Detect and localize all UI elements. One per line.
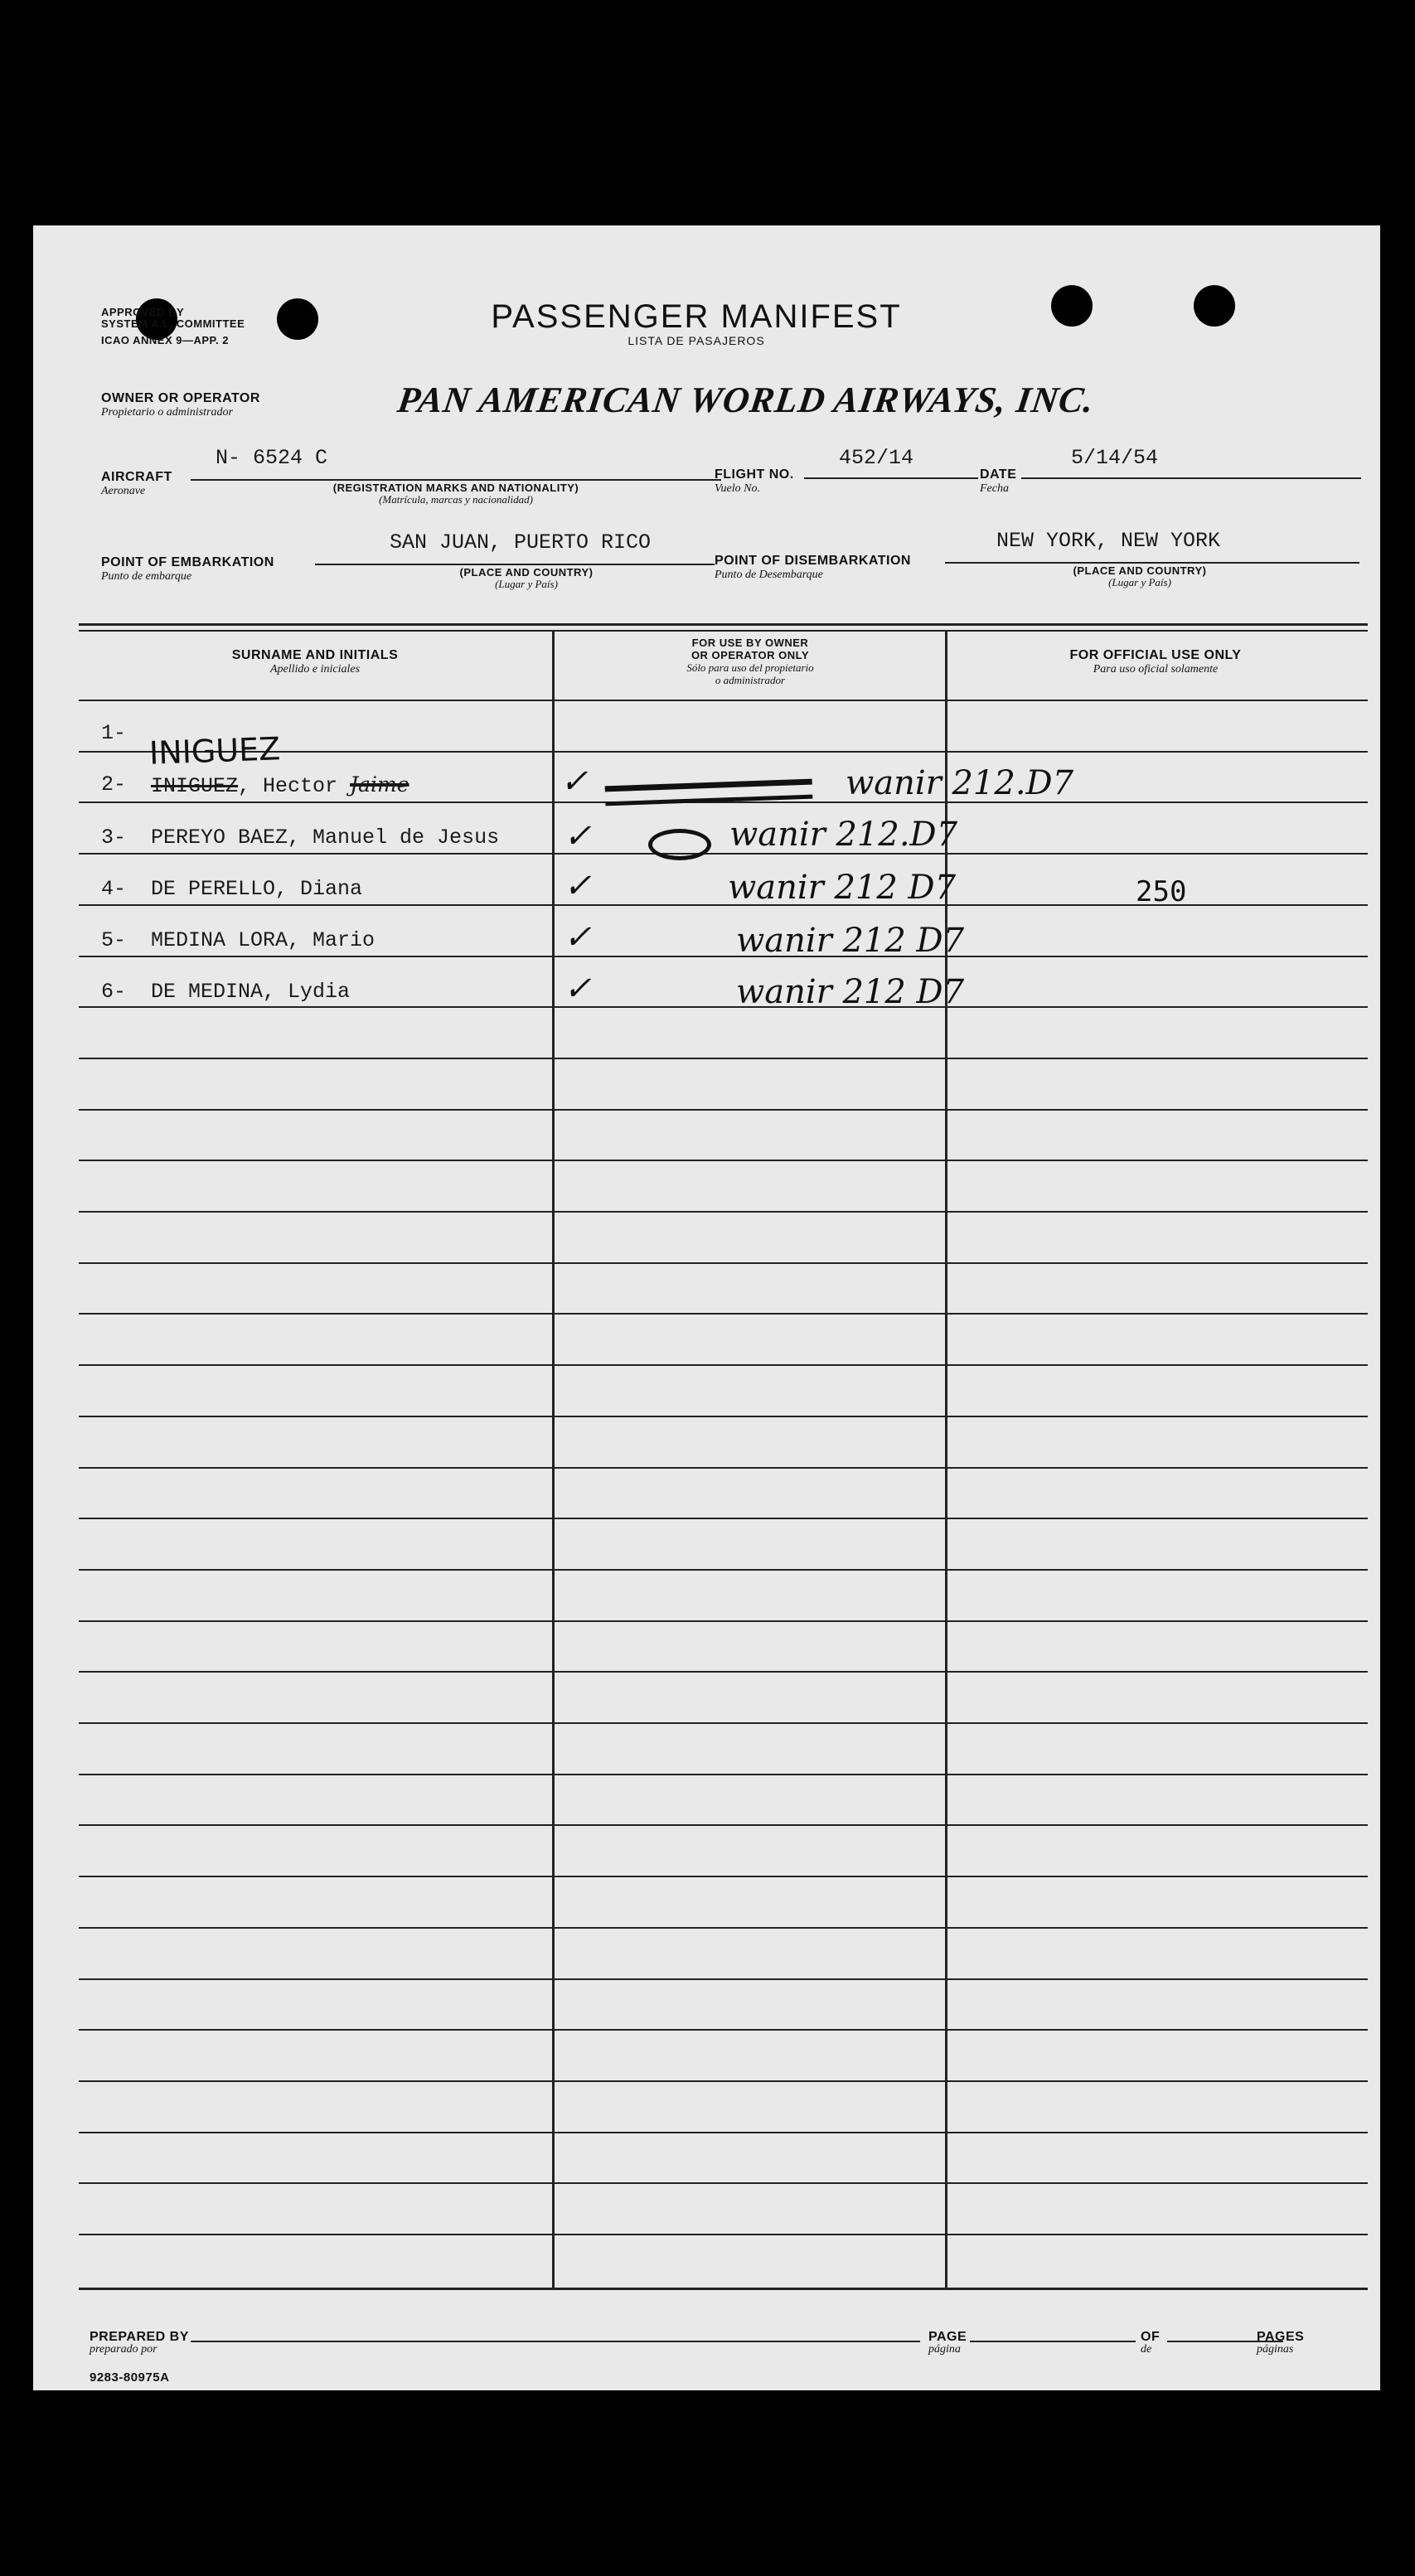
check-mark: ✓	[564, 867, 592, 905]
flight-label-es: Vuelo No.	[715, 482, 760, 495]
row-number: 6-	[101, 980, 127, 1004]
row-rule	[79, 1722, 1368, 1724]
row-rule	[79, 1824, 1368, 1826]
table-top-rule	[79, 630, 1368, 632]
aircraft-label-block	[101, 470, 172, 498]
name-correction: INIGUEZ	[148, 730, 281, 772]
date-label-es: Fecha	[980, 482, 1009, 495]
row-number: 5-	[101, 928, 127, 952]
flight-rule	[804, 477, 978, 479]
registration-note-es: (Matrícula, marcas y nacionalidad)	[379, 493, 533, 506]
col-header-en: OR OPERATOR ONLY	[691, 649, 810, 661]
column-divider	[552, 630, 555, 2288]
row-rule	[79, 1774, 1368, 1775]
place-note-es: (Lugar y País)	[1108, 576, 1171, 588]
prepared-rule	[191, 2341, 920, 2342]
embark-place-note	[423, 567, 630, 590]
row-rule	[79, 700, 1368, 701]
aircraft-rule	[191, 479, 721, 481]
col-header-en: FOR USE BY OWNER	[691, 637, 809, 649]
page-subtitle: LISTA DE PASAJEROS	[628, 334, 765, 347]
row-rule	[79, 1518, 1368, 1519]
disembark-label-es: Punto de Desembarque	[715, 569, 823, 581]
row-rule	[79, 1467, 1368, 1469]
embark-label: POINT OF EMBARKATION	[101, 555, 274, 569]
punch-hole	[277, 298, 318, 340]
official-note: 250	[1136, 875, 1187, 908]
row-rule	[79, 1313, 1368, 1315]
col-header-official	[948, 648, 1363, 676]
row-rule	[79, 2029, 1368, 2031]
manifest-form	[33, 225, 1380, 2390]
row-rule	[79, 1927, 1368, 1929]
row-rule	[79, 1058, 1368, 1059]
disembark-label: POINT OF DISEMBARKATION	[715, 554, 911, 568]
passenger-name: DE PERELLO, Diana	[151, 877, 363, 901]
row-rule	[79, 2182, 1368, 2184]
check-mark: ✓	[564, 817, 592, 855]
embark-rule	[315, 564, 715, 565]
embark-value: SAN JUAN, PUERTO RICO	[390, 530, 652, 554]
aircraft-label-es: Aeronave	[101, 485, 146, 497]
operator-note: wanir 212.D7	[846, 764, 1074, 802]
row-rule	[79, 1416, 1368, 1417]
row-rule	[79, 1006, 1368, 1008]
flight-label-block	[715, 467, 794, 496]
flight-value: 452/14	[839, 446, 914, 470]
disembark-rule	[945, 562, 1359, 564]
punch-hole	[1051, 285, 1093, 327]
row-rule	[79, 1876, 1368, 1877]
flight-label: FLIGHT NO.	[715, 467, 794, 482]
operator-note: wanir 212 D7	[736, 922, 965, 960]
registration-note-en: (REGISTRATION MARKS AND NATIONALITY)	[332, 482, 579, 494]
scribble-mark	[648, 829, 711, 860]
operator-note: wanir 212 D7	[728, 869, 957, 907]
owner-label-es: Propietario o administrador	[101, 406, 233, 419]
check-mark: ✓	[560, 763, 589, 801]
row-rule	[79, 1620, 1368, 1622]
form-number: 9283-80975A	[90, 2370, 170, 2385]
struck-surname: INIGUEZ	[151, 774, 239, 798]
col-header-en: SURNAME AND INITIALS	[231, 648, 399, 662]
row-rule	[79, 1569, 1368, 1571]
date-rule	[1021, 477, 1361, 479]
row-rule	[79, 956, 1368, 957]
disembark-place-note	[1036, 565, 1243, 588]
aircraft-label: AIRCRAFT	[101, 470, 172, 484]
page-label-block	[928, 2331, 967, 2356]
operator-name: PAN AMERICAN WORLD AIRWAYS, INC.	[395, 380, 1098, 420]
of-label-es: de	[1141, 2343, 1152, 2356]
prepared-label-block	[90, 2331, 189, 2356]
registration-note	[307, 482, 605, 506]
date-label-block	[980, 467, 1016, 496]
approval-block	[101, 307, 245, 346]
punch-hole	[1194, 285, 1235, 327]
place-note-en: (PLACE AND COUNTRY)	[1073, 564, 1207, 577]
pages-label-block	[1257, 2331, 1304, 2356]
prepared-label: PREPARED BY	[90, 2330, 189, 2344]
owner-label: OWNER OR OPERATOR	[101, 391, 260, 405]
aircraft-value: N- 6524 C	[216, 446, 328, 470]
owner-label-block	[101, 391, 260, 419]
row-rule	[79, 2132, 1368, 2133]
page-title: PASSENGER MANIFEST	[491, 298, 902, 335]
date-label: DATE	[980, 467, 1017, 482]
passenger-name	[151, 772, 409, 798]
row-rule	[79, 1109, 1368, 1111]
check-mark: ✓	[564, 970, 592, 1008]
row-rule	[79, 1978, 1368, 1980]
col-header-es: o administrador	[715, 674, 786, 686]
table-bottom-rule	[79, 2288, 1368, 2290]
row-rule	[79, 1160, 1368, 1161]
place-note-es: (Lugar y País)	[495, 578, 558, 590]
of-label: OF	[1141, 2330, 1161, 2344]
row-number: 3-	[101, 826, 127, 850]
page-rule	[970, 2341, 1136, 2342]
operator-note: wanir 212 D7	[736, 973, 965, 1011]
approval-line: APPROVED BY	[101, 306, 185, 318]
row-rule	[79, 1262, 1368, 1264]
title-block	[448, 298, 945, 347]
check-mark: ✓	[564, 918, 592, 956]
place-note-en: (PLACE AND COUNTRY)	[459, 566, 594, 579]
page-label: PAGE	[928, 2330, 967, 2344]
row-number: 4-	[101, 877, 127, 901]
passenger-name: MEDINA LORA, Mario	[151, 928, 376, 952]
col-header-es: Sólo para uso del propietario	[686, 661, 814, 674]
col-header-surname	[79, 648, 551, 676]
disembark-label-block	[715, 554, 911, 582]
given-name: , Hector	[238, 774, 338, 798]
col-header-en: FOR OFFICIAL USE ONLY	[1069, 648, 1242, 662]
disembark-value: NEW YORK, NEW YORK	[996, 529, 1221, 553]
pages-label-es: páginas	[1257, 2343, 1294, 2356]
row-number: 1-	[101, 721, 127, 745]
embark-label-es: Punto de embarque	[101, 570, 192, 583]
col-header-es: Para uso oficial solamente	[1093, 663, 1219, 675]
row-rule	[79, 853, 1368, 855]
page-label-es: página	[928, 2343, 961, 2356]
approval-line: ICAO ANNEX 9—APP. 2	[101, 334, 229, 346]
row-rule	[79, 1211, 1368, 1213]
col-header-operator	[555, 637, 945, 686]
passenger-name: DE MEDINA, Lydia	[151, 980, 351, 1004]
of-label-block	[1141, 2331, 1160, 2356]
row-rule	[79, 1364, 1368, 1366]
struck-given-name: Jaime	[350, 772, 409, 797]
row-rule	[79, 1671, 1368, 1673]
operator-note: wanir 212.D7	[729, 816, 958, 854]
row-rule	[79, 2080, 1368, 2082]
table-top-rule	[79, 623, 1368, 626]
pages-label: PAGES	[1257, 2330, 1305, 2344]
date-value: 5/14/54	[1071, 446, 1159, 470]
col-header-es: Apellido e iniciales	[269, 663, 361, 675]
approval-line: SYSTEM A.L. COMMITTEE	[101, 317, 245, 330]
embark-label-block	[101, 555, 274, 583]
row-rule	[79, 2234, 1368, 2235]
prepared-label-es: preparado por	[90, 2343, 157, 2356]
passenger-name: PEREYO BAEZ, Manuel de Jesus	[151, 826, 500, 850]
row-number: 2-	[101, 772, 127, 797]
